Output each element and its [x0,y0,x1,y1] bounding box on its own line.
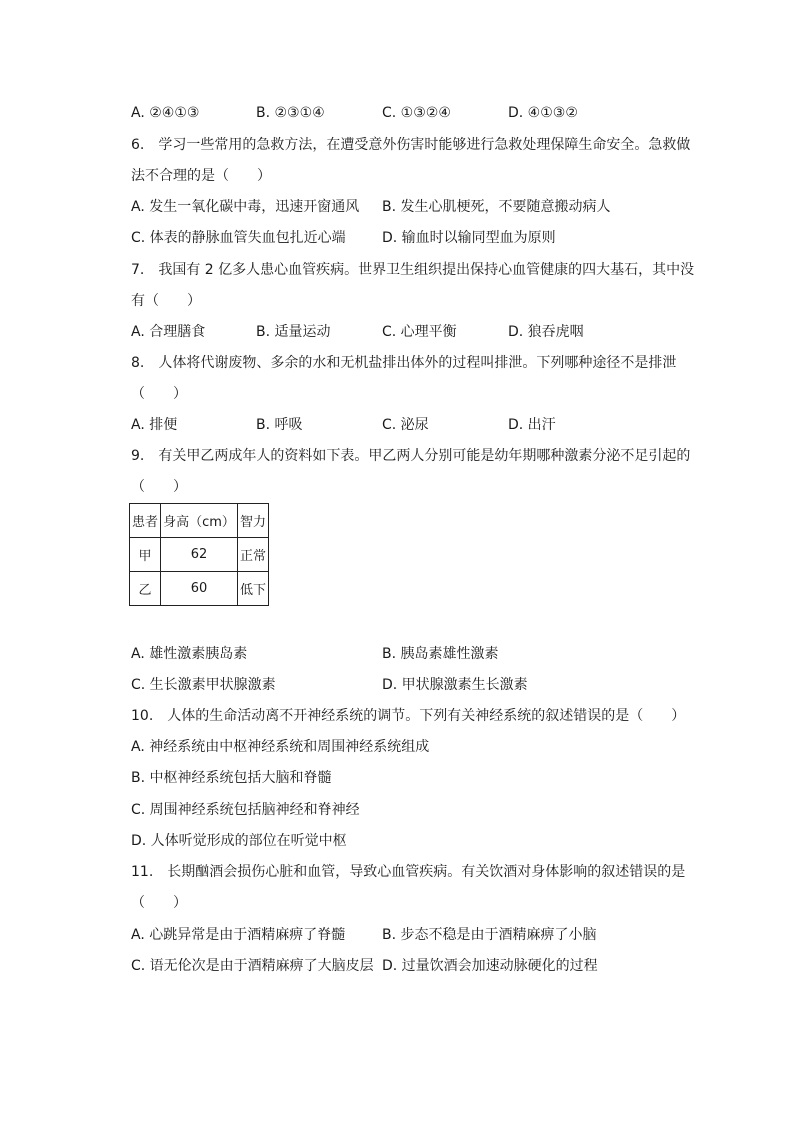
q8-option-b: B. 呼吸 [256,417,303,433]
q8-option-c: C. 泌尿 [382,417,429,433]
q7-option-a: A. 合理膳食 [131,324,206,340]
q9-option-d: D. 甲状腺激素生长激素 [382,677,528,693]
q5-option-a: A. ②④①③ [131,105,200,121]
q11-option-c: C. 语无伦次是由于酒精麻痹了大脑皮层 [131,958,374,974]
table-header-cell: 患者 [130,504,161,538]
q10-option-d: D. 人体听觉形成的部位在听觉中枢 [131,833,347,849]
q6-stem-line-2: 法不合理的是（ ） [131,168,271,184]
table-cell: 60 [161,572,238,606]
q7-option-d: D. 狼吞虎咽 [508,324,584,340]
table-cell: 低下 [238,572,269,606]
q8-option-d: D. 出汗 [508,417,556,433]
q5-option-d: D. ④①③② [508,105,578,121]
table-row [130,572,269,606]
q9-option-b: B. 胰岛素雄性激素 [382,646,499,662]
q6-option-b: B. 发生心肌梗死，不要随意搬动病人 [382,199,611,215]
q10-option-a: A. 神经系统由中枢神经系统和周围神经系统组成 [131,739,430,755]
q11-option-a: A. 心跳异常是由于酒精麻痹了脊髓 [131,927,346,943]
table-header-cell: 智力 [238,504,269,538]
q11-option-d: D. 过量饮酒会加速动脉硬化的过程 [382,958,598,974]
table-cell: 甲 [130,538,161,572]
q11-option-b: B. 步态不稳是由于酒精麻痹了小脑 [382,927,597,943]
q8-option-a: A. 排便 [131,417,178,433]
q11-stem-line-2: （ ） [131,895,187,911]
q9-stem-line-1: 9. 有关甲乙两成年人的资料如下表。甲乙两人分别可能是幼年期哪种激素分泌不足引起的 [131,448,691,464]
q6-option-d: D. 输血时以输同型血为原则 [382,230,556,246]
patient-data-table [129,503,269,606]
q7-stem-line-2: 有（ ） [131,293,201,309]
q7-option-c: C. 心理平衡 [382,324,457,340]
q11-stem-line-1: 11. 长期酗酒会损伤心脏和血管，导致心血管疾病。有关饮酒对身体影响的叙述错误的是 [131,864,686,880]
q10-option-b: B. 中枢神经系统包括大脑和脊髓 [131,770,332,786]
table-cell: 62 [161,538,238,572]
q6-option-a: A. 发生一氧化碳中毒，迅速开窗通风 [131,199,360,215]
table-row [130,538,269,572]
q6-stem-line-1: 6. 学习一些常用的急救方法，在遭受意外伤害时能够进行急救处理保障生命安全。急救做 [131,137,691,153]
table-cell: 正常 [238,538,269,572]
table-header-cell: 身高（cm） [161,504,238,538]
q6-option-c: C. 体表的静脉血管失血包扎近心端 [131,230,346,246]
q9-option-c: C. 生长激素甲状腺激素 [131,677,276,693]
q5-option-c: C. ①③②④ [382,105,451,121]
q10-stem-line-1: 10. 人体的生命活动离不开神经系统的调节。下列有关神经系统的叙述错误的是（ ） [131,708,686,724]
q9-option-a: A. 雄性激素胰岛素 [131,646,248,662]
table-header-row [130,504,269,538]
q9-stem-line-2: （ ） [131,479,187,495]
q5-option-b: B. ②③①④ [256,105,325,121]
table-cell: 乙 [130,572,161,606]
q7-stem-line-1: 7. 我国有 2 亿多人患心血管疾病。世界卫生组织提出保持心血管健康的四大基石，其中没 [131,262,695,278]
q10-option-c: C. 周围神经系统包括脑神经和脊神经 [131,802,360,818]
q7-option-b: B. 适量运动 [256,324,331,340]
q8-stem-line-1: 8. 人体将代谢废物、多余的水和无机盐排出体外的过程叫排泄。下列哪种途径不是排泄 [131,355,677,371]
q8-stem-line-2: （ ） [131,386,187,402]
